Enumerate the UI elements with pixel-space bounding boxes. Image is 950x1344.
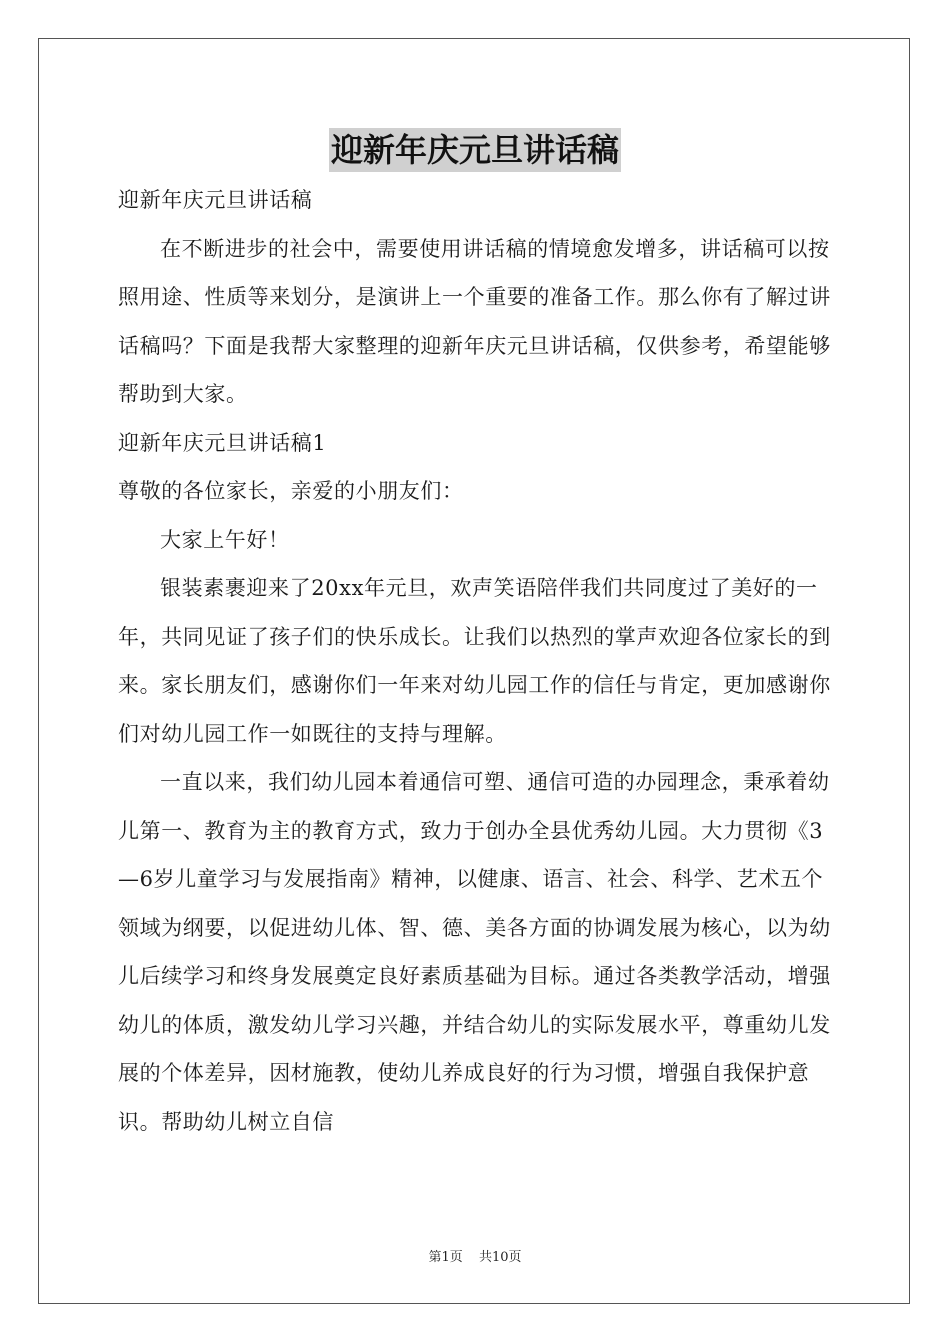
document-body (118, 176, 834, 1146)
paragraph-salutation: 尊敬的各位家长，亲爱的小朋友们： (118, 479, 464, 503)
page-total: 共10页 (478, 1250, 522, 1265)
paragraph-section-heading: 迎新年庆元旦讲话稿1 (118, 430, 327, 455)
page-footer (0, 1246, 950, 1265)
paragraph-body-1: 银装素裹迎来了20xx年元旦，欢声笑语陪伴我们共同度过了美好的一年，共同见证了孩子们的快乐成长。让我们以热烈的掌声欢迎各位家长的到来。家长朋友们，感谢你们一年来对幼儿园工作的信任与肯定，更加感谢你们对幼儿园工作一如既往的支持与理解。 (118, 576, 831, 746)
title-wrap (0, 128, 950, 172)
paragraph-subtitle: 迎新年庆元旦讲话稿 (118, 188, 313, 212)
document-title: 迎新年庆元旦讲话稿 (329, 128, 621, 172)
paragraph-greeting: 大家上午好！ (160, 527, 290, 552)
paragraph-body-2: 一直以来，我们幼儿园本着通信可塑、通信可造的办园理念，秉承着幼儿第一、教育为主的教育方式，致力于创办全县优秀幼儿园。大力贯彻《3—6岁儿童学习与发展指南》精神，以健康、语言、社会、科学、艺术五个领域为纲要，以促进幼儿体、智、德、美各方面的协调发展为核心，以为幼儿后续学习和终身发展奠定良好素质基础为目标。通过各类教学活动，增强幼儿的体质，激发幼儿学习兴趣，并结合幼儿的实际发展水平，尊重幼儿发展的个体差异，因材施教，使幼儿养成良好的行为习惯，增强自我保护意识。帮助幼儿树立自信 (118, 770, 831, 1134)
paragraph-intro: 在不断进步的社会中，需要使用讲话稿的情境愈发增多，讲话稿可以按照用途、性质等来划分，是演讲上一个重要的准备工作。那么你有了解过讲话稿吗？下面是我帮大家整理的迎新年庆元旦讲话稿，仅供参考，希望能够帮助到大家。 (118, 236, 831, 406)
page-number: 第1页 (428, 1250, 463, 1265)
